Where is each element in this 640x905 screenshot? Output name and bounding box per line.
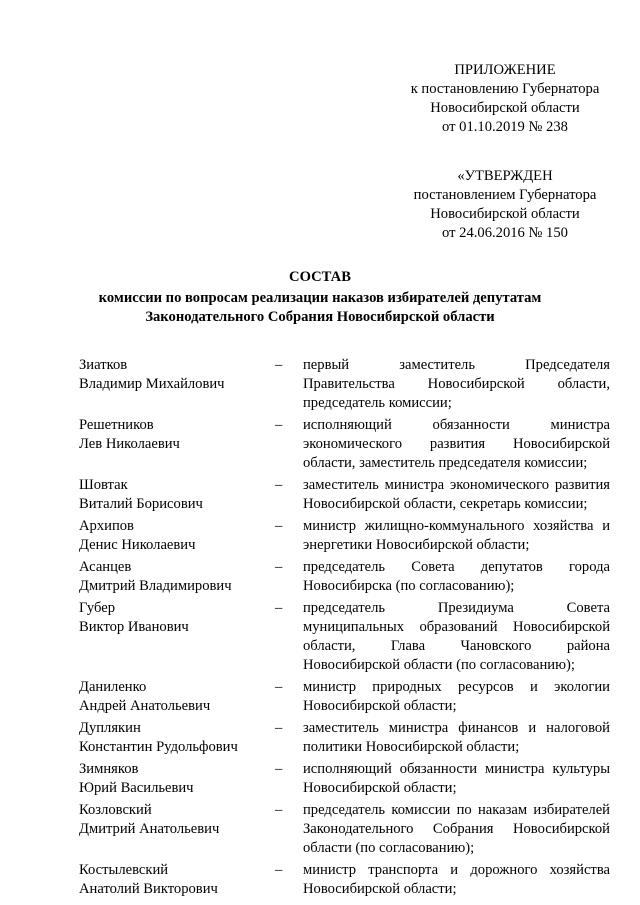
member-dash: –: [275, 518, 283, 534]
member-surname: Даниленко: [79, 679, 147, 695]
member-role: министр природных ресурсов и экологии Новосибирской области;: [303, 679, 610, 714]
member-surname: Дуплякин: [79, 720, 141, 736]
member-given-names: Анатолий Викторович: [79, 881, 218, 897]
member-given-names: Виталий Борисович: [79, 496, 203, 512]
member-dash: –: [275, 802, 283, 818]
appendix-line: Новосибирской области: [430, 100, 580, 116]
member-dash: –: [275, 559, 283, 575]
member-role: исполняющий обязанности министра культуры Новосибирской области;: [303, 761, 610, 796]
member-given-names: Дмитрий Анатольевич: [79, 821, 220, 837]
member-row: [79, 517, 609, 555]
member-surname: Шовтак: [79, 477, 128, 493]
member-name: [79, 861, 275, 899]
document-heading: [60, 268, 580, 327]
member-row: [79, 801, 609, 858]
member-dash: –: [275, 477, 283, 493]
member-row: [79, 558, 609, 596]
member-role: министр жилищно-коммунального хозяйства и энергетики Новосибирской области;: [303, 518, 610, 553]
member-row: [79, 861, 609, 899]
member-dash: –: [275, 761, 283, 777]
member-name: [79, 801, 275, 858]
approved-line: Новосибирской области: [430, 206, 580, 222]
member-given-names: Константин Рудольфович: [79, 739, 238, 755]
member-surname: Костылевский: [79, 862, 169, 878]
member-surname: Козловский: [79, 802, 152, 818]
document-title: СОСТАВ: [289, 269, 351, 285]
appendix-title: ПРИЛОЖЕНИЕ: [454, 62, 556, 78]
member-row: [79, 599, 609, 675]
member-name: [79, 558, 275, 596]
appendix-line: к постановлению Губернатора: [410, 81, 600, 97]
member-given-names: Владимир Михайлович: [79, 376, 225, 392]
member-name: [79, 416, 275, 473]
member-surname: Решетников: [79, 417, 154, 433]
member-role: председатель комиссии по наказам избирателей Законодательного Собрания Новосибирской области (по согласованию);: [303, 802, 610, 856]
member-row: [79, 719, 609, 757]
member-role: председатель Совета депутатов города Новосибирска (по согласованию);: [303, 559, 610, 594]
document-subtitle: Законодательного Собрания Новосибирской области: [145, 309, 495, 325]
member-surname: Зимняков: [79, 761, 139, 777]
member-name: [79, 356, 275, 413]
member-dash: –: [275, 357, 283, 373]
approved-title: «УТВЕРЖДЕН: [457, 168, 553, 184]
approved-line: постановлением Губернатора: [413, 187, 597, 203]
approved-line: от 24.06.2016 № 150: [442, 225, 568, 241]
member-dash: –: [275, 679, 283, 695]
member-name: [79, 760, 275, 798]
member-name: [79, 678, 275, 716]
member-given-names: Юрий Васильевич: [79, 780, 194, 796]
member-name: [79, 599, 275, 675]
member-surname: Зиатков: [79, 357, 128, 373]
member-surname: Архипов: [79, 518, 134, 534]
member-role: председатель Президиума Совета муниципальных образований Новосибирской области, Глава Чановского района Новосибирской области (по согласованию);: [303, 600, 610, 673]
member-surname: Губер: [79, 600, 115, 616]
member-name: [79, 476, 275, 514]
document-subtitle: комиссии по вопросам реализации наказов избирателей депутатам: [98, 290, 542, 306]
member-dash: –: [275, 600, 283, 616]
member-role: заместитель министра экономического развития Новосибирской области, секретарь комиссии;: [303, 477, 610, 512]
appendix-line: от 01.10.2019 № 238: [442, 119, 568, 135]
member-name: [79, 517, 275, 555]
member-given-names: Денис Николаевич: [79, 537, 196, 553]
member-dash: –: [275, 862, 283, 878]
member-role: министр транспорта и дорожного хозяйства Новосибирской области;: [303, 862, 610, 897]
member-dash: –: [275, 720, 283, 736]
member-given-names: Дмитрий Владимирович: [79, 578, 232, 594]
member-given-names: Лев Николаевич: [79, 436, 180, 452]
member-name: [79, 719, 275, 757]
member-role: первый заместитель Председателя Правительства Новосибирской области, председатель комиссии;: [303, 357, 610, 411]
member-given-names: Виктор Иванович: [79, 619, 189, 635]
member-surname: Асанцев: [79, 559, 132, 575]
member-row: [79, 416, 609, 473]
member-row: [79, 476, 609, 514]
members-list: [79, 356, 609, 902]
approved-block: [380, 167, 630, 243]
member-row: [79, 356, 609, 413]
member-row: [79, 678, 609, 716]
member-given-names: Андрей Анатольевич: [79, 698, 211, 714]
member-role: исполняющий обязанности министра экономического развития Новосибирской области, заместитель председателя комиссии;: [303, 417, 610, 471]
member-role: заместитель министра финансов и налоговой политики Новосибирской области;: [303, 720, 610, 755]
member-dash: –: [275, 417, 283, 433]
appendix-block: [380, 61, 630, 137]
member-row: [79, 760, 609, 798]
